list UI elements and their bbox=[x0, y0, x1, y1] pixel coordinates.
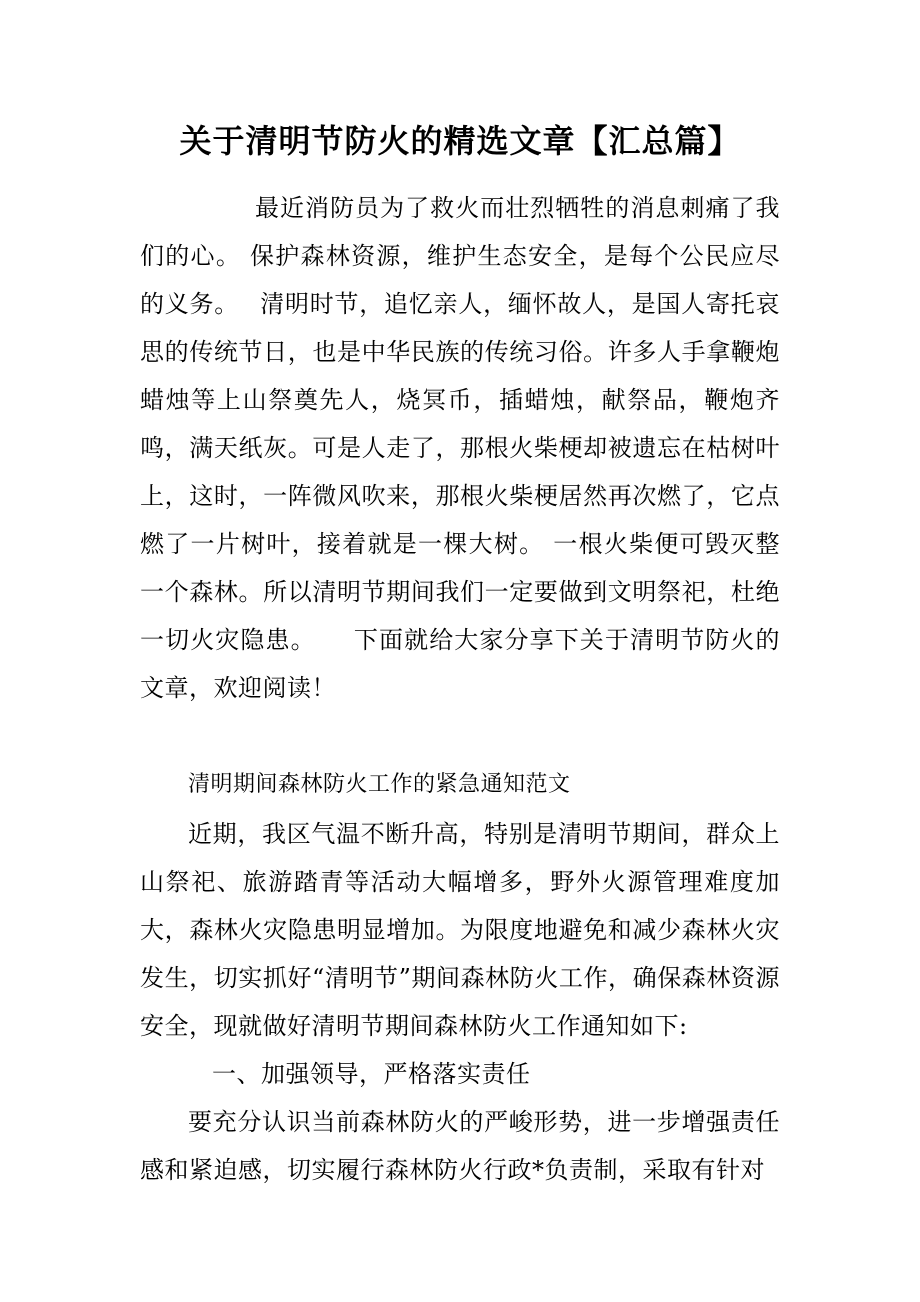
section-heading: 一、加强领导，严格落实责任 bbox=[212, 1060, 531, 1088]
body-paragraph: 近期，我区气温不断升高，特别是清明节期间，群众上山祭祀、旅游踏青等活动大幅增多，野外火源管理难度加大，森林火灾隐患明显增加。为限度地避免和减少森林火灾发生，切实抓好“清明节”期间森林防火工作，确保森林资源安全，现就做好清明节期间森林防火工作通知如下: bbox=[140, 820, 780, 1040]
section-title: 清明期间森林防火工作的紧急通知范文 bbox=[188, 772, 571, 797]
document-title: 关于清明节防火的精选文章【汇总篇】 bbox=[179, 122, 741, 160]
body-paragraph: 要充分认识当前森林防火的严峻形势，进一步增强责任感和紧迫感，切实履行森林防火行政*负责制，采取有针对 bbox=[140, 1108, 780, 1184]
intro-paragraph: 最近消防员为了救火而壮烈牺牲的消息刺痛了我们的心。 保护森林资源，维护生态安全，是每个公民应尽的义务。 清明时节，追忆亲人，缅怀故人，是国人寄托哀思的传统节日，也是中华民族的传统习俗。许多人手拿鞭炮蜡烛等上山祭奠先人，烧冥币，插蜡烛，献祭品，鞭炮齐鸣，满天纸灰。可是人走了，那根火柴梗却被遗忘在枯树叶上，这时，一阵微风吹来，那根火柴梗居然再次燃了，它点燃了一片树叶，接着就是一棵大树。 一根火柴便可毁灭整一个森林。所以清明节期间我们一定要做到文明祭祀，杜绝一切火灾隐患。 下面就给大家分享下关于清明节防火的文章，欢迎阅读！ bbox=[140, 194, 780, 702]
